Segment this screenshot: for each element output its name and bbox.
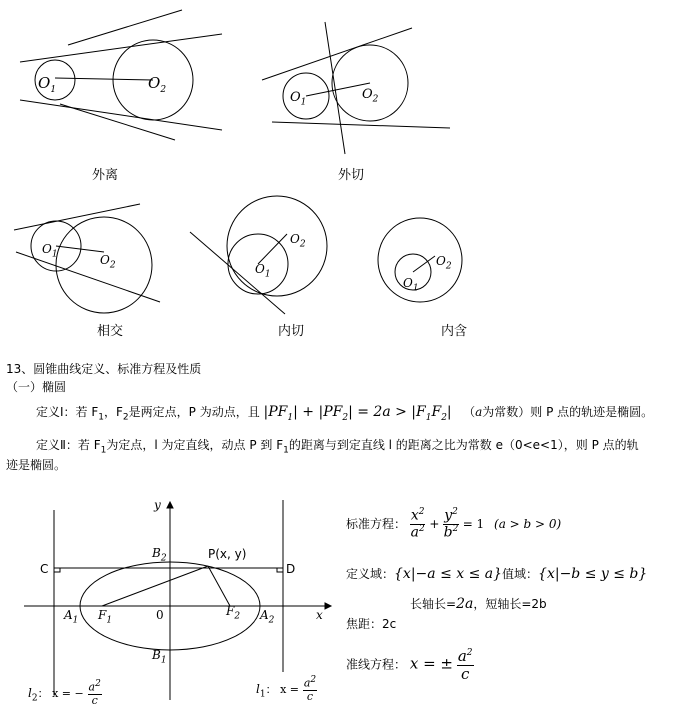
label-o1-tangent-int: $O_1$: [255, 262, 271, 280]
caption-externally-tangent: 外切: [338, 168, 365, 183]
directrix-equation: 准线方程： x = ± $\frac{a^2}{c}$: [346, 647, 473, 683]
definition-1-formula: $|PF_1| + |PF_2| = 2a > |F_1F_2|$: [263, 404, 452, 423]
axis-lengths: 长轴长=2a，短轴长=2b: [410, 596, 547, 612]
label-B1: $B_1$: [152, 648, 167, 666]
label-o2-separated: $O_2$: [148, 74, 167, 95]
caption-separated: 外离: [92, 168, 119, 183]
circles-externally-tangent-diagram: [262, 22, 450, 154]
label-origin: 0: [156, 608, 164, 622]
label-o2-intersect: $O_2$: [100, 253, 116, 271]
standard-equation: 标准方程： $\frac{x^2}{a^2}$ + $\frac{y^2}{b^2}$ = 1 (a > b > 0): [346, 507, 562, 541]
circles-internally-tangent-diagram: [190, 196, 327, 314]
label-o1-tangent-ext: $O_1$: [290, 90, 307, 108]
directrix-l1-label: $l_1$： x = $\frac{a^2}{c}$: [256, 675, 317, 703]
section-subheading: （一）椭圆: [6, 380, 67, 394]
label-A2: $A_2$: [260, 608, 275, 626]
caption-contained: 内含: [441, 324, 468, 339]
label-o2-contained: $O_2$: [436, 254, 452, 272]
label-B2: $B_2$: [152, 546, 167, 564]
label-o1-separated: $O_1$: [38, 74, 57, 95]
label-A1: $A_1$: [64, 608, 79, 626]
label-o2-tangent-ext: $O_2$: [362, 87, 379, 105]
label-C: C: [40, 562, 49, 576]
focal-distance: 焦距：2c: [346, 617, 397, 631]
x-axis-arrow: [325, 603, 331, 609]
caption-internally-tangent: 内切: [278, 324, 305, 339]
section-heading: 13、圆锥曲线定义、标准方程及性质: [6, 362, 202, 376]
y-axis-arrow: [167, 502, 173, 508]
definition-2-line-1: 定义Ⅱ：若 $F_1$为定点，l 为定直线，动点 P 到 $F_1$的距离与到定直线 l 的距离之比为常数 e（0<e<1），则 P 点的轨: [36, 438, 639, 456]
label-F2: $F_2$: [226, 604, 241, 622]
ellipse-figure: [24, 500, 331, 700]
definition-2-line-2: 迹是椭圆。: [6, 458, 67, 472]
label-F1: $F_1$: [98, 608, 113, 626]
label-D: D: [286, 562, 296, 576]
label-y: y: [154, 498, 161, 512]
directrix-l2-label: $l_2$： x = − $\frac{a^2}{c}$: [28, 679, 101, 707]
label-P: P(x, y): [208, 547, 247, 561]
domain-range: 定义域：{x|−a ≤ x ≤ a}值域：{x|−b ≤ y ≤ b}: [346, 566, 648, 582]
label-o1-contained: $O_1$: [403, 276, 419, 294]
circles-intersecting-diagram: [14, 204, 160, 313]
label-o1-intersect: $O_1$: [42, 242, 58, 260]
definition-1: 定义Ⅰ：若 $F_1$，$F_2$是两定点，P 为动点，且 $|PF_1| + |PF_2| = 2a > |F_1F_2|$ （a为常数）则 P 点的轨迹是椭圆。: [36, 404, 654, 423]
label-o2-tangent-int: $O_2$: [290, 232, 306, 250]
pf1-segment: [102, 566, 208, 606]
label-x: x: [316, 608, 323, 622]
caption-intersecting: 相交: [97, 324, 124, 339]
